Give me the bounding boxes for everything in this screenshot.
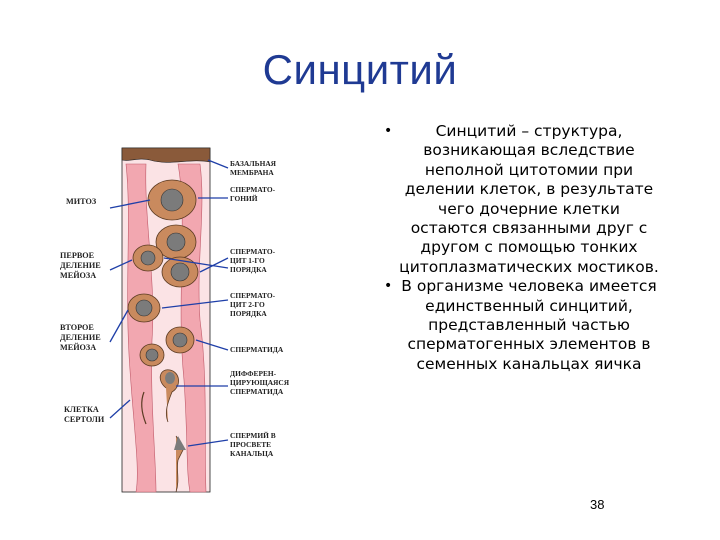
slide-title: Синцитий (262, 46, 458, 93)
cell-nucleus (136, 300, 152, 316)
right-label: ПРОСВЕТЕ (230, 440, 272, 449)
right-label: ПОРЯДКА (230, 309, 267, 318)
page-number: 38 (590, 497, 605, 512)
bullet-text: В организме человека имеется единственный синцитий, представленный частью сперматогенных элементов в семенных канальцах яичка (401, 277, 657, 373)
right-label: МЕМБРАНА (230, 168, 274, 177)
cell-nucleus (173, 333, 187, 347)
left-label: СЕРТОЛИ (64, 415, 105, 424)
left-label: МЕЙОЗА (60, 271, 97, 280)
cell-nucleus (161, 189, 183, 211)
right-label: ПОРЯДКА (230, 265, 267, 274)
right-label: СПЕРМАТИДА (230, 345, 284, 354)
left-labels (60, 197, 105, 424)
left-label: МИТОЗ (66, 197, 97, 206)
left-label: КЛЕТКА (64, 405, 99, 414)
right-label: СПЕРМАТИДА (230, 387, 284, 396)
left-label: ДЕЛЕНИЕ (60, 261, 101, 270)
bullet-text: Синцитий – структура, возникающая вследствие неполной цитотомии при делении клеток, в результате чего дочерние клетки остаются связанными друг с другом с помощью тонких цитоплазматических мостиков. (399, 122, 659, 276)
bullet-item (378, 122, 660, 277)
right-label: СПЕРМИЙ В (230, 431, 276, 440)
bullet-icon: • (384, 123, 393, 139)
left-label: ВТОРОЕ (60, 323, 94, 332)
cell-nucleus (167, 233, 185, 251)
cell-nucleus (146, 349, 158, 361)
right-label: БАЗАЛЬНАЯ (230, 159, 276, 168)
right-label: ДИФФЕРЕН- (230, 369, 277, 378)
right-label: СПЕРМАТО- (230, 247, 276, 256)
cell-nucleus (171, 263, 189, 281)
left-label: ПЕРВОЕ (60, 251, 95, 260)
bullet-list (378, 122, 660, 374)
right-label: ЦИТ 2-ГО (230, 300, 265, 309)
right-label: СПЕРМАТО- (230, 291, 276, 300)
cell-nucleus (165, 372, 175, 384)
right-label: ЦИТ 1-ГО (230, 256, 265, 265)
spermatogenesis-diagram (60, 140, 300, 500)
right-label: СПЕРМАТО- (230, 185, 276, 194)
left-label: МЕЙОЗА (60, 343, 97, 352)
bullet-item (378, 277, 660, 374)
cell-nucleus (141, 251, 155, 265)
right-label: ГОНИЙ (230, 194, 258, 203)
right-labels (230, 159, 290, 458)
left-label: ДЕЛЕНИЕ (60, 333, 101, 342)
right-label: КАНАЛЬЦА (230, 449, 274, 458)
right-label: ЦИРУЮЩАЯСЯ (230, 378, 290, 387)
bullet-icon: • (384, 278, 393, 295)
